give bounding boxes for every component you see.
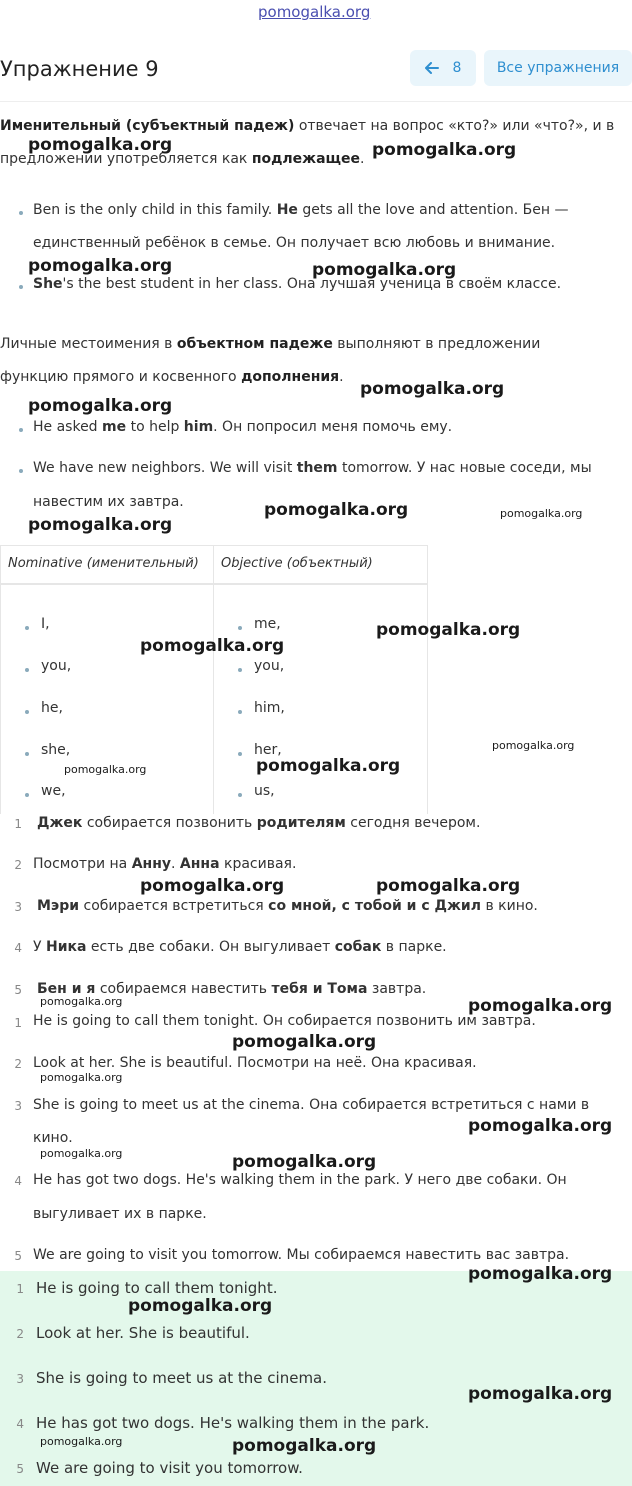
task-text: собирается встретиться <box>79 898 269 914</box>
task-text: собираемся навестить <box>95 981 272 997</box>
watermark: pomogalka.org <box>128 1296 273 1316</box>
watermark: pomogalka.org <box>468 996 613 1016</box>
task-item <box>37 898 538 914</box>
example-text: tomorrow. У нас новые соседи, мы <box>337 460 592 476</box>
watermark: pomogalka.org <box>28 515 173 535</box>
watermark: pomogalka.org <box>40 995 123 1008</box>
table-row: we, <box>41 783 66 799</box>
list-item <box>33 276 561 292</box>
final-answer: She is going to meet us at the cinema. <box>36 1369 328 1387</box>
table-row: her, <box>254 742 282 758</box>
page-title: Упражнение 9 <box>0 57 159 81</box>
final-answer: Look at her. She is beautiful. <box>36 1324 250 1342</box>
rule-text: Личные местоимения в <box>0 336 177 352</box>
divider <box>0 101 632 102</box>
watermark: pomogalka.org <box>40 1071 123 1084</box>
rule-text: предложении употребляется как <box>0 151 252 167</box>
term-objective: объектном падеже <box>176 336 333 352</box>
bullet <box>238 710 242 714</box>
answer-item: Look at her. She is beautiful. Посмотри на неё. Она красивая. <box>33 1055 477 1071</box>
table-cell-objective <box>213 583 428 814</box>
rule-objective-line1 <box>0 336 540 352</box>
task-item <box>33 939 447 955</box>
watermark: pomogalka.org <box>500 507 583 520</box>
bullet <box>25 626 29 630</box>
watermark: pomogalka.org <box>376 620 521 640</box>
watermark: pomogalka.org <box>376 876 521 896</box>
example-text: to help <box>126 419 184 435</box>
example-pronoun: them <box>296 460 338 476</box>
answer-number: 3 <box>16 1372 24 1386</box>
watermark: pomogalka.org <box>40 1147 123 1160</box>
task-text: в кино. <box>481 898 538 914</box>
answer-number: 2 <box>14 1057 22 1071</box>
example-pronoun: me <box>102 419 127 435</box>
task-number: 5 <box>14 983 22 997</box>
task-text: красивая. <box>219 856 297 872</box>
bullet <box>19 428 23 432</box>
watermark: pomogalka.org <box>264 500 409 520</box>
task-bold: родителям <box>256 815 346 831</box>
table-row: him, <box>254 700 285 716</box>
watermark: pomogalka.org <box>40 1435 123 1448</box>
table-row: me, <box>254 616 281 632</box>
term-object: дополнения <box>241 369 340 385</box>
task-bold: Анну <box>131 856 172 872</box>
table-cell-nominative <box>0 583 214 814</box>
arrow-left-icon <box>425 62 439 74</box>
watermark: pomogalka.org <box>232 1032 377 1052</box>
bullet <box>25 752 29 756</box>
answer-number: 1 <box>14 1016 22 1030</box>
list-item <box>33 419 452 435</box>
task-bold: собак <box>334 939 382 955</box>
task-text: У <box>33 939 46 955</box>
rule-text: выполняют в предложении <box>332 336 541 352</box>
list-item <box>33 460 592 476</box>
task-item <box>37 815 480 831</box>
table-row: you, <box>41 658 72 674</box>
table-row: us, <box>254 783 275 799</box>
rule-text: . <box>339 369 344 385</box>
example-text: gets all the love and attention. Бен — <box>297 202 569 218</box>
rule-text: функцию прямого и косвенного <box>0 369 242 385</box>
task-text: . <box>171 856 180 872</box>
task-text: Посмотри на <box>33 856 132 872</box>
bullet <box>19 469 23 473</box>
task-number: 2 <box>14 858 22 872</box>
table-header-objective: Objective (объектный) <box>221 556 373 571</box>
bullet <box>238 668 242 672</box>
task-text: собирается позвонить <box>82 815 257 831</box>
table-row: he, <box>41 700 63 716</box>
task-bold: Бен и я <box>37 981 96 997</box>
answer-item: She is going to meet us at the cinema. Она собирается встретиться с нами в <box>33 1097 590 1113</box>
watermark: pomogalka.org <box>360 379 505 399</box>
watermark: pomogalka.org <box>256 756 401 776</box>
table-row: you, <box>254 658 285 674</box>
watermark: pomogalka.org <box>468 1384 613 1404</box>
answer-number: 1 <box>16 1282 24 1296</box>
answer-number: 5 <box>16 1462 24 1476</box>
bullet <box>238 626 242 630</box>
list-item-continued: навестим их завтра. <box>33 494 184 510</box>
watermark: pomogalka.org <box>372 140 517 160</box>
watermark: pomogalka.org <box>468 1264 613 1284</box>
task-bold: Ника <box>45 939 87 955</box>
answer-number: 4 <box>14 1174 22 1188</box>
answer-number: 4 <box>16 1417 24 1431</box>
watermark: pomogalka.org <box>140 636 285 656</box>
answer-number: 5 <box>14 1249 22 1263</box>
final-answer: He is going to call them tonight. <box>36 1279 278 1297</box>
bullet <box>25 668 29 672</box>
final-answer: We are going to visit you tomorrow. <box>36 1459 303 1477</box>
task-text: сегодня вечером. <box>345 815 481 831</box>
rule-text: отвечает на вопрос «кто?» или «что?», и в <box>294 118 615 134</box>
example-pronoun: He <box>276 202 298 218</box>
answer-item-continued: выгуливает их в парке. <box>33 1206 207 1222</box>
example-text: Ben is the only child in this family. <box>33 202 277 218</box>
answer-item: He is going to call them tonight. Он собирается позвонить им завтра. <box>33 1013 536 1029</box>
answer-item: We are going to visit you tomorrow. Мы собираемся навестить вас завтра. <box>33 1247 570 1263</box>
rule-text: . <box>360 151 365 167</box>
watermark: pomogalka.org <box>64 763 147 776</box>
watermark: pomogalka.org <box>28 135 173 155</box>
term-subject: подлежащее <box>251 151 361 167</box>
task-bold: Анна <box>179 856 220 872</box>
rule-objective-line2 <box>0 369 344 385</box>
list-item <box>33 202 569 218</box>
task-text: есть две собаки. Он выгуливает <box>86 939 335 955</box>
rule-nominative-line1 <box>0 118 614 134</box>
table-row: I, <box>41 616 50 632</box>
watermark: pomogalka.org <box>232 1152 377 1172</box>
task-bold: со мной, с тобой и с Джил <box>268 898 481 914</box>
watermark: pomogalka.org <box>140 876 285 896</box>
task-bold: Джек <box>37 815 83 831</box>
term-nominative: Именительный (субъектный падеж) <box>0 118 295 134</box>
previous-exercise-button[interactable] <box>410 50 476 86</box>
bullet <box>19 285 23 289</box>
watermark: pomogalka.org <box>28 396 173 416</box>
answer-number: 2 <box>16 1327 24 1341</box>
watermark: pomogalka.org <box>232 1436 377 1456</box>
task-text: завтра. <box>367 981 427 997</box>
bullet <box>25 710 29 714</box>
task-number: 1 <box>14 817 22 831</box>
all-exercises-button[interactable]: Все упражнения <box>484 50 632 86</box>
example-text: We have new neighbors. We will visit <box>33 460 297 476</box>
example-pronoun: She <box>33 276 63 292</box>
example-text: He asked <box>33 419 103 435</box>
task-item <box>33 856 296 872</box>
bullet <box>238 752 242 756</box>
bullet <box>19 211 23 215</box>
list-item-continued: единственный ребёнок в семье. Он получает всю любовь и внимание. <box>33 235 556 251</box>
watermark: pomogalka.org <box>468 1116 613 1136</box>
task-bold: тебя и Тома <box>271 981 368 997</box>
answer-number: 3 <box>14 1099 22 1113</box>
task-bold: Мэри <box>37 898 80 914</box>
previous-exercise-number: 8 <box>452 60 462 76</box>
watermark: pomogalka.org <box>492 739 575 752</box>
final-answer: He has got two dogs. He's walking them in the park. <box>36 1414 430 1432</box>
example-text: 's the best student in her class. Она лучшая ученица в своём классе. <box>62 276 562 292</box>
example-pronoun: him <box>183 419 214 435</box>
site-link[interactable]: pomogalka.org <box>258 3 371 21</box>
bullet <box>238 793 242 797</box>
table-row: she, <box>41 742 71 758</box>
table-header-nominative: Nominative (именительный) <box>8 556 199 571</box>
task-text: в парке. <box>381 939 447 955</box>
task-number: 4 <box>14 941 22 955</box>
answer-item: He has got two dogs. He's walking them in the park. У него две собаки. Он <box>33 1172 567 1188</box>
watermark: pomogalka.org <box>28 256 173 276</box>
watermark: pomogalka.org <box>312 260 457 280</box>
example-text: . Он попросил меня помочь ему. <box>213 419 453 435</box>
task-number: 3 <box>14 900 22 914</box>
answer-item-continued: кино. <box>33 1130 73 1146</box>
bullet <box>25 793 29 797</box>
